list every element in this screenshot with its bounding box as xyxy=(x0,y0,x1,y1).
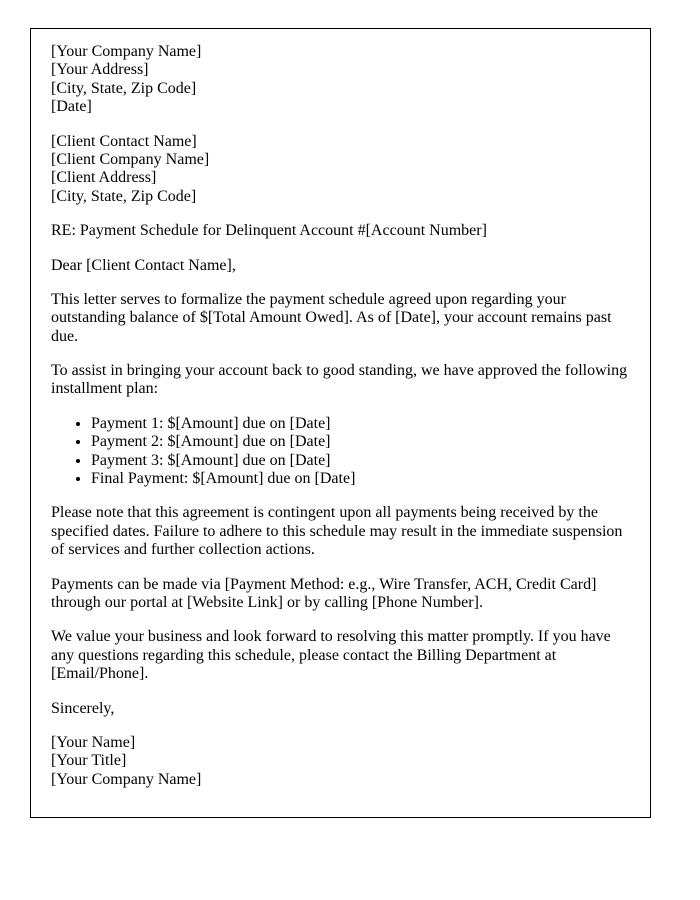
sender-address-block xyxy=(51,43,630,117)
recipient-address: [Client Address] xyxy=(51,169,157,187)
signature-title: [Your Title] xyxy=(51,752,127,770)
subject-line: RE: Payment Schedule for Delinquent Account #[Account Number] xyxy=(51,222,487,240)
recipient-address-block xyxy=(51,133,630,207)
signature-name: [Your Name] xyxy=(51,733,136,751)
sender-city-state-zip: [City, State, Zip Code] xyxy=(51,79,197,97)
recipient-contact-name: [Client Contact Name] xyxy=(51,132,197,150)
installment-list xyxy=(51,415,630,489)
sign-off: Sincerely, xyxy=(51,699,115,717)
installment-item-2: • Payment 2: $[Amount] due on [Date] xyxy=(91,433,630,451)
paragraph-plan-lead: To assist in bringing your account back to good standing, we have approved the following installment plan: xyxy=(51,362,628,398)
letter-document xyxy=(30,28,651,818)
paragraph-terms: Please note that this agreement is contingent upon all payments being received by the specified dates. Failure to adhere to this schedule may result in the immediate suspension of services and further collection actions. xyxy=(51,504,623,559)
sender-company-name: [Your Company Name] xyxy=(51,43,202,60)
installment-item-4: • Final Payment: $[Amount] due on [Date] xyxy=(91,470,630,488)
installment-item-1: • Payment 1: $[Amount] due on [Date] xyxy=(91,415,630,433)
signature-company: [Your Company Name] xyxy=(51,770,202,788)
sender-address: [Your Address] xyxy=(51,61,149,79)
letter-date: [Date] xyxy=(51,98,92,116)
paragraph-closing: We value your business and look forward to resolving this matter promptly. If you have any questions regarding this schedule, please contact the Billing Department at [Email/Phone]. xyxy=(51,628,611,683)
installment-item-3: • Payment 3: $[Amount] due on [Date] xyxy=(91,452,630,470)
paragraph-intro: This letter serves to formalize the payment schedule agreed upon regarding your outstanding balance of $[Total Amount Owed]. As of [Date], your account remains past due. xyxy=(51,290,612,345)
recipient-city-state-zip: [City, State, Zip Code] xyxy=(51,187,197,205)
signature-block xyxy=(51,734,630,789)
paragraph-payment-methods: Payments can be made via [Payment Method: e.g., Wire Transfer, ACH, Credit Card] through our portal at [Website Link] or by calling [Phone Number]. xyxy=(51,575,597,611)
salutation: Dear [Client Contact Name], xyxy=(51,256,236,274)
recipient-company-name: [Client Company Name] xyxy=(51,150,210,168)
